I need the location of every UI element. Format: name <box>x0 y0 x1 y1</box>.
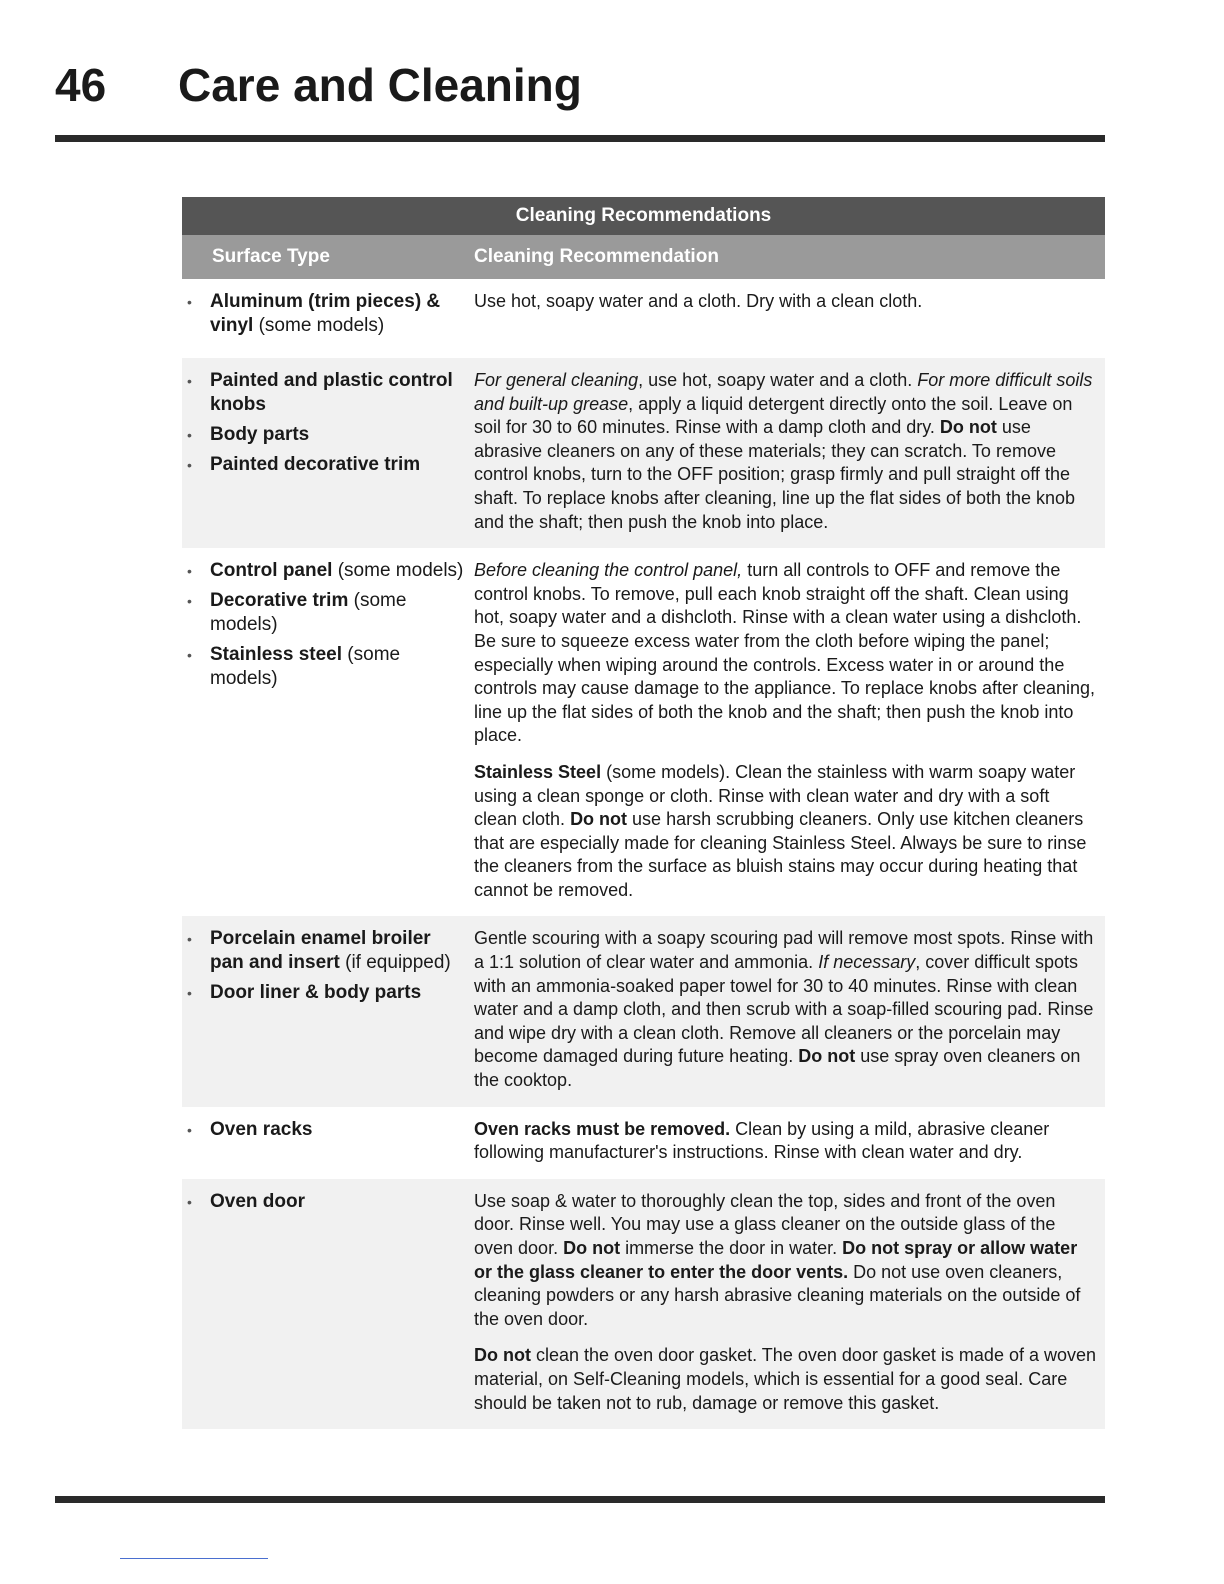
recommendation-text: turn all controls to OFF and remove the control knobs. To remove, pull each knob straight off the shaft. Clean using hot, soapy water and a dishcloth. Rinse with a clean water using a dishcloth. Be sure to squeeze excess water from the cloth before wiping the panel; especially when wiping around the controls. Excess water in or around the controls may cause damage to the appliance. To replace knobs after cleaning, line up the flat sides of both the knob and the shaft; then push the knob into place. <box>474 560 1096 746</box>
header-divider <box>55 135 1105 142</box>
surface-item <box>182 1190 464 1214</box>
recommendation-text: clean the oven door gasket. The oven door gasket is made of a woven material, on Self-Cleaning models, which is essential for a good seal. Care should be taken not to rub, damage or remove this gasket. <box>474 1345 1097 1413</box>
page-number: 46 <box>55 59 107 111</box>
table-title <box>182 197 1105 235</box>
surface-type-cell <box>182 369 474 534</box>
recommendation-cell <box>474 1118 1105 1165</box>
surface-list <box>182 1118 464 1142</box>
surface-item <box>182 927 464 975</box>
footer-divider <box>55 1496 1105 1503</box>
recommendation-text: Gentle scouring with a soapy scouring pad will remove most spots. Rinse with a 1:1 solution of clear water and ammonia. <box>474 928 1094 973</box>
surface-item <box>182 423 464 447</box>
table-row <box>182 916 1105 1106</box>
surface-note: (some models) <box>332 560 464 582</box>
recommendation-paragraph <box>474 559 1097 748</box>
table-row <box>182 279 1105 358</box>
surface-name: Aluminum (trim pieces) & vinyl <box>210 291 441 336</box>
recommendation-cell <box>474 1190 1105 1415</box>
column-header-surface-type: Surface Type <box>212 246 330 267</box>
surface-item <box>182 981 464 1005</box>
table-title-text: Cleaning Recommendations <box>515 205 772 226</box>
surface-item <box>182 290 464 338</box>
surface-item <box>182 589 464 637</box>
surface-name: Oven racks <box>210 1118 313 1140</box>
emphasis-bold: Do not <box>798 1046 856 1067</box>
surface-note: (some models) <box>210 644 401 690</box>
recommendation-paragraph <box>474 369 1097 534</box>
surface-name: Decorative trim <box>210 590 349 612</box>
recommendation-text: Use hot, soapy water and a cloth. Dry with a clean cloth. <box>474 291 923 311</box>
surface-name: Oven door <box>210 1190 306 1212</box>
surface-name: Door liner & body parts <box>210 982 422 1004</box>
page-title: Care and Cleaning <box>178 59 582 111</box>
recommendation-text: immerse the door in water. <box>620 1238 843 1258</box>
surface-name: Stainless steel <box>210 644 343 666</box>
recommendation-text: Use soap & water to thoroughly clean the top, sides and front of the oven door. Rinse well. You may use a glass cleaner on the outside glass of the oven door. <box>474 1190 1056 1258</box>
surface-list <box>182 369 464 477</box>
surface-name: Porcelain enamel broiler pan and insert <box>210 928 431 974</box>
recommendation-text: , apply a liquid detergent directly onto the soil. Leave on soil for 30 to 60 minutes. Rinse with a damp cloth and dry. <box>474 393 1073 438</box>
recommendation-paragraph <box>474 1118 1097 1165</box>
recommendation-cell <box>474 369 1105 534</box>
recommendation-cell <box>474 290 1105 344</box>
surface-type-cell <box>182 559 474 902</box>
recommendation-paragraph <box>474 927 1097 1092</box>
surface-name: Control panel <box>210 560 333 582</box>
recommendation-text: (some models). Clean the stainless with warm soapy water using a clean sponge or cloth. Rinse with clean water and dry with a soft clean cloth. <box>474 761 1076 830</box>
surface-name: Painted and plastic control knobs <box>210 370 453 415</box>
emphasis-bold: Do not <box>563 1238 621 1258</box>
emphasis-bold: Oven racks must be removed. <box>474 1118 731 1139</box>
table-row <box>182 1179 1105 1429</box>
emphasis-italic: Before cleaning the control panel, <box>474 560 743 581</box>
recommendation-cell <box>474 559 1105 902</box>
emphasis-italic: For more difficult soils and built-up grease <box>474 370 1093 414</box>
surface-item <box>182 643 464 691</box>
table-header-row <box>182 235 1105 279</box>
recommendation-paragraph <box>474 1344 1097 1415</box>
surface-item <box>182 559 464 583</box>
recommendation-text: use harsh scrubbing cleaners. Only use kitchen cleaners that are especially made for cleaning Stainless Steel. Always be sure to rinse the cleaners from the surface as bluish stains may occur during heating that cannot be removed. <box>474 809 1087 900</box>
emphasis-bold: Do not <box>939 417 997 438</box>
surface-name: Body parts <box>210 424 310 445</box>
surface-type-cell <box>182 927 474 1092</box>
surface-note: (if equipped) <box>339 952 451 974</box>
surface-list <box>182 559 464 691</box>
table-body <box>182 279 1105 1429</box>
column-header-cleaning-recommendation: Cleaning Recommendation <box>474 246 719 267</box>
surface-type-cell <box>182 1190 474 1415</box>
surface-item <box>182 369 464 417</box>
surface-type-cell <box>182 1118 474 1165</box>
emphasis-bold: Do not <box>474 1345 531 1366</box>
surface-type-cell <box>182 290 474 344</box>
surface-list <box>182 290 464 338</box>
cleaning-table <box>182 197 1105 1429</box>
recommendation-text: , cover difficult spots with an ammonia-soaked paper towel for 30 to 40 minutes. Rinse with clean water and a damp cloth, and then scrub with a soap-filled scouring pad. Rinse and wipe dry with a clean cloth. Remove all cleaners or the porcelain may become damaged during future heating. <box>474 952 1094 1067</box>
table-row <box>182 1107 1105 1179</box>
recommendation-text: use abrasive cleaners on any of these materials; they can scratch. To remove control knobs, turn to the OFF position; grasp firmly and pull straight off the shaft. To replace knobs after cleaning, line up the flat sides of both the knob and the shaft; then push the knob into place. <box>474 417 1076 532</box>
surface-note: (some models) <box>210 590 407 636</box>
recommendation-cell <box>474 927 1105 1092</box>
recommendation-text: Do not use oven cleaners, cleaning powders or any harsh abrasive cleaning materials on the outside of the oven door. <box>474 1261 1081 1329</box>
surface-item <box>182 1118 464 1142</box>
recommendation-text: Clean by using a mild, abrasive cleaner following manufacturer's instructions. Rinse with clean water and dry. <box>474 1118 1050 1163</box>
emphasis-bold: Stainless Steel <box>474 761 602 782</box>
surface-name: Painted decorative trim <box>210 454 421 475</box>
surface-note: (some models) <box>253 315 385 336</box>
table-row <box>182 548 1105 916</box>
emphasis-bold: Do not <box>570 809 628 830</box>
table-row <box>182 358 1105 548</box>
recommendation-paragraph <box>474 1190 1097 1332</box>
recommendation-text: use spray oven cleaners on the cooktop. <box>474 1046 1081 1091</box>
emphasis-italic: If necessary <box>818 952 916 973</box>
recommendation-paragraph <box>474 290 1097 314</box>
recommendation-text: , use hot, soapy water and a cloth. <box>638 370 918 390</box>
emphasis-bold: Do not spray or allow water or the glass cleaner to enter the door vents. <box>474 1238 1078 1282</box>
page-header <box>55 58 1105 112</box>
surface-list <box>182 1190 464 1214</box>
surface-list <box>182 927 464 1005</box>
emphasis-italic: For general cleaning <box>474 370 639 390</box>
footer-mark <box>120 1558 268 1559</box>
surface-item <box>182 453 464 477</box>
recommendation-paragraph <box>474 761 1097 903</box>
